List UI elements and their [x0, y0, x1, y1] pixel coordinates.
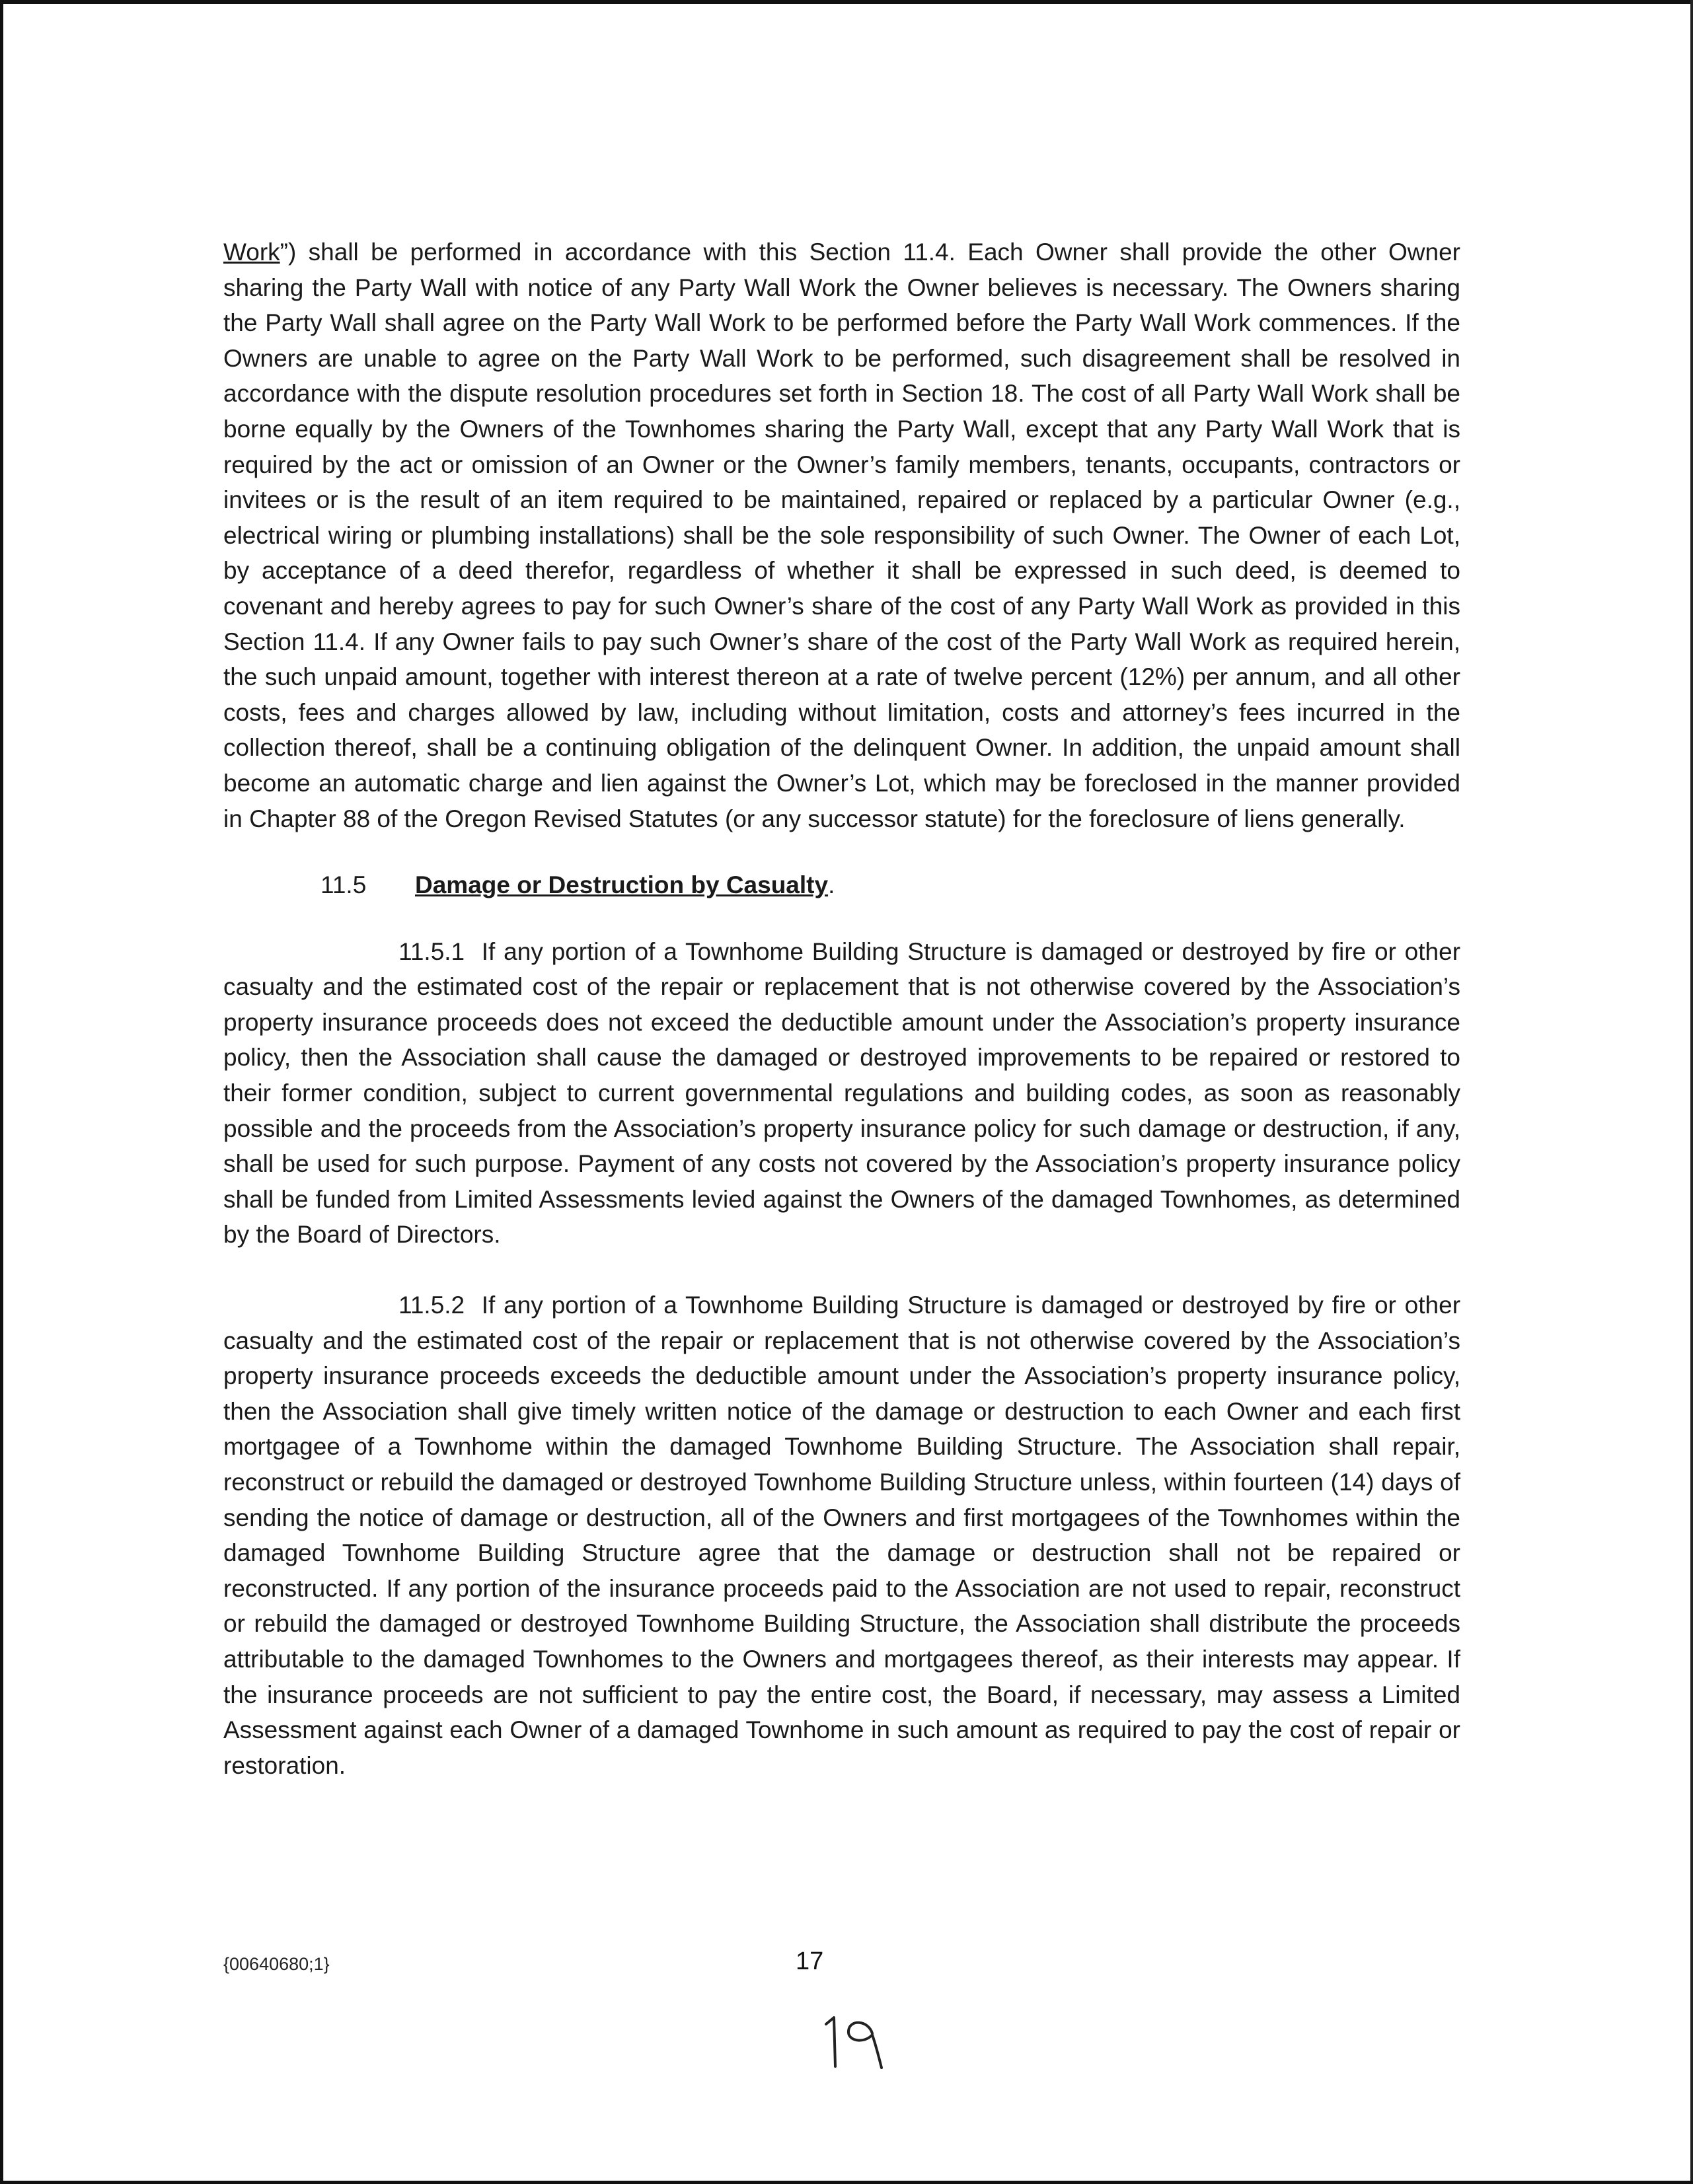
section-title-suffix: .: [828, 871, 835, 899]
subsection-number: 11.5.1: [398, 937, 465, 965]
section-number: 11.5: [320, 871, 367, 899]
section-heading-11-5: [223, 867, 1460, 903]
page-number: 17: [796, 1947, 824, 1975]
underlined-term-work: Work: [223, 238, 280, 266]
subsection-text: If any portion of a Townhome Building Structure is damaged or destroyed by fire or other casualty and the estimated cost of the repair or replacement that is not otherwise covered by the Association’s property insurance proceeds does not exceed the deductible amount under the Association’s property insurance policy, then the Association shall cause the damaged or destroyed improvements to be repaired or restored to their former condition, subject to current governmental regulations and building codes, as soon as reasonably possible and the proceeds from the Association’s property insurance policy for such damage or destruction, if any, shall be used for such purpose. Payment of any costs not covered by the Association’s property insurance policy shall be funded from Limited Assessments levied against the Owners of the damaged Townhomes, as determined by the Board of Directors.: [223, 937, 1461, 1249]
subsection-11-5-2: [223, 1288, 1460, 1783]
subsection-11-5-1: [223, 934, 1460, 1253]
handwritten-page-number: [821, 2015, 887, 2071]
subsection-text: If any portion of a Townhome Building Structure is damaged or destroyed by fire or other casualty and the estimated cost of the repair or replacement that is not otherwise covered by the Association’s property insurance proceeds exceeds the deductible amount under the Association’s property insurance policy, then the Association shall give timely written notice of the damage or destruction to each Owner and each first mortgagee of a Townhome within the damaged Townhome Building Structure. The Association shall repair, reconstruct or rebuild the damaged or destroyed Townhome Building Structure unless, within fourteen (14) days of sending the notice of damage or destruction, all of the Owners and first mortgagees of the Townhomes within the damaged Townhome Building Structure agree that the damage or destruction shall not be repaired or reconstructed. If any portion of the insurance proceeds paid to the Association are not used to repair, reconstruct or rebuild the damaged or destroyed Townhome Building Structure, the Association shall distribute the proceeds attributable to the damaged Townhomes to the Owners and mortgagees thereof, as their interests may appear. If the insurance proceeds are not sufficient to pay the entire cost, the Board, if necessary, may assess a Limited Assessment against each Owner of a damaged Townhome in such amount as required to pay the cost of repair or restoration.: [223, 1292, 1461, 1779]
scan-border-top: [0, 0, 1693, 4]
scan-border-bottom: [0, 2181, 1693, 2184]
section-title: Damage or Destruction by Casualty: [415, 871, 829, 899]
subsection-number: 11.5.2: [398, 1292, 465, 1319]
document-body: [223, 235, 1460, 1783]
scan-border-right: [1690, 0, 1693, 2184]
paragraph-text: ”) shall be performed in accordance with this Section 11.4. Each Owner shall provide the other Owner sharing the Party Wall with notice of any Party Wall Work the Owner believes is necessary. The Owners sharing the Party Wall shall agree on the Party Wall Work to be performed before the Party Wall Work commences. If the Owners are unable to agree on the Party Wall Work to be performed, such disagreement shall be resolved in accordance with the dispute resolution procedures set forth in Section 18. The cost of all Party Wall Work shall be borne equally by the Owners of the Townhomes sharing the Party Wall, except that any Party Wall Work that is required by the act or omission of an Owner or the Owner’s family members, tenants, occupants, contractors or invitees or is the result of an item required to be maintained, repaired or replaced by a particular Owner (e.g., electrical wiring or plumbing installations) shall be the sole responsibility of such Owner. The Owner of each Lot, by acceptance of a deed therefor, regardless of whether it shall be expressed in such deed, is deemed to covenant and hereby agrees to pay for such Owner’s share of the cost of any Party Wall Work as provided in this Section 11.4. If any Owner fails to pay such Owner’s share of the cost of the Party Wall Work as required herein, the such unpaid amount, together with interest thereon at a rate of twelve percent (12%) per annum, and all other costs, fees and charges allowed by law, including without limitation, costs and attorney’s fees incurred in the collection thereof, shall be a continuing obligation of the delinquent Owner. In addition, the unpaid amount shall become an automatic charge and lien against the Owner’s Lot, which may be foreclosed in the manner provided in Chapter 88 of the Oregon Revised Statutes (or any successor statute) for the foreclosure of liens generally.: [223, 238, 1460, 832]
footer-document-id: {00640680;1}: [223, 1954, 330, 1974]
scan-border-left: [0, 0, 3, 2184]
paragraph-party-wall-work: [223, 235, 1460, 836]
